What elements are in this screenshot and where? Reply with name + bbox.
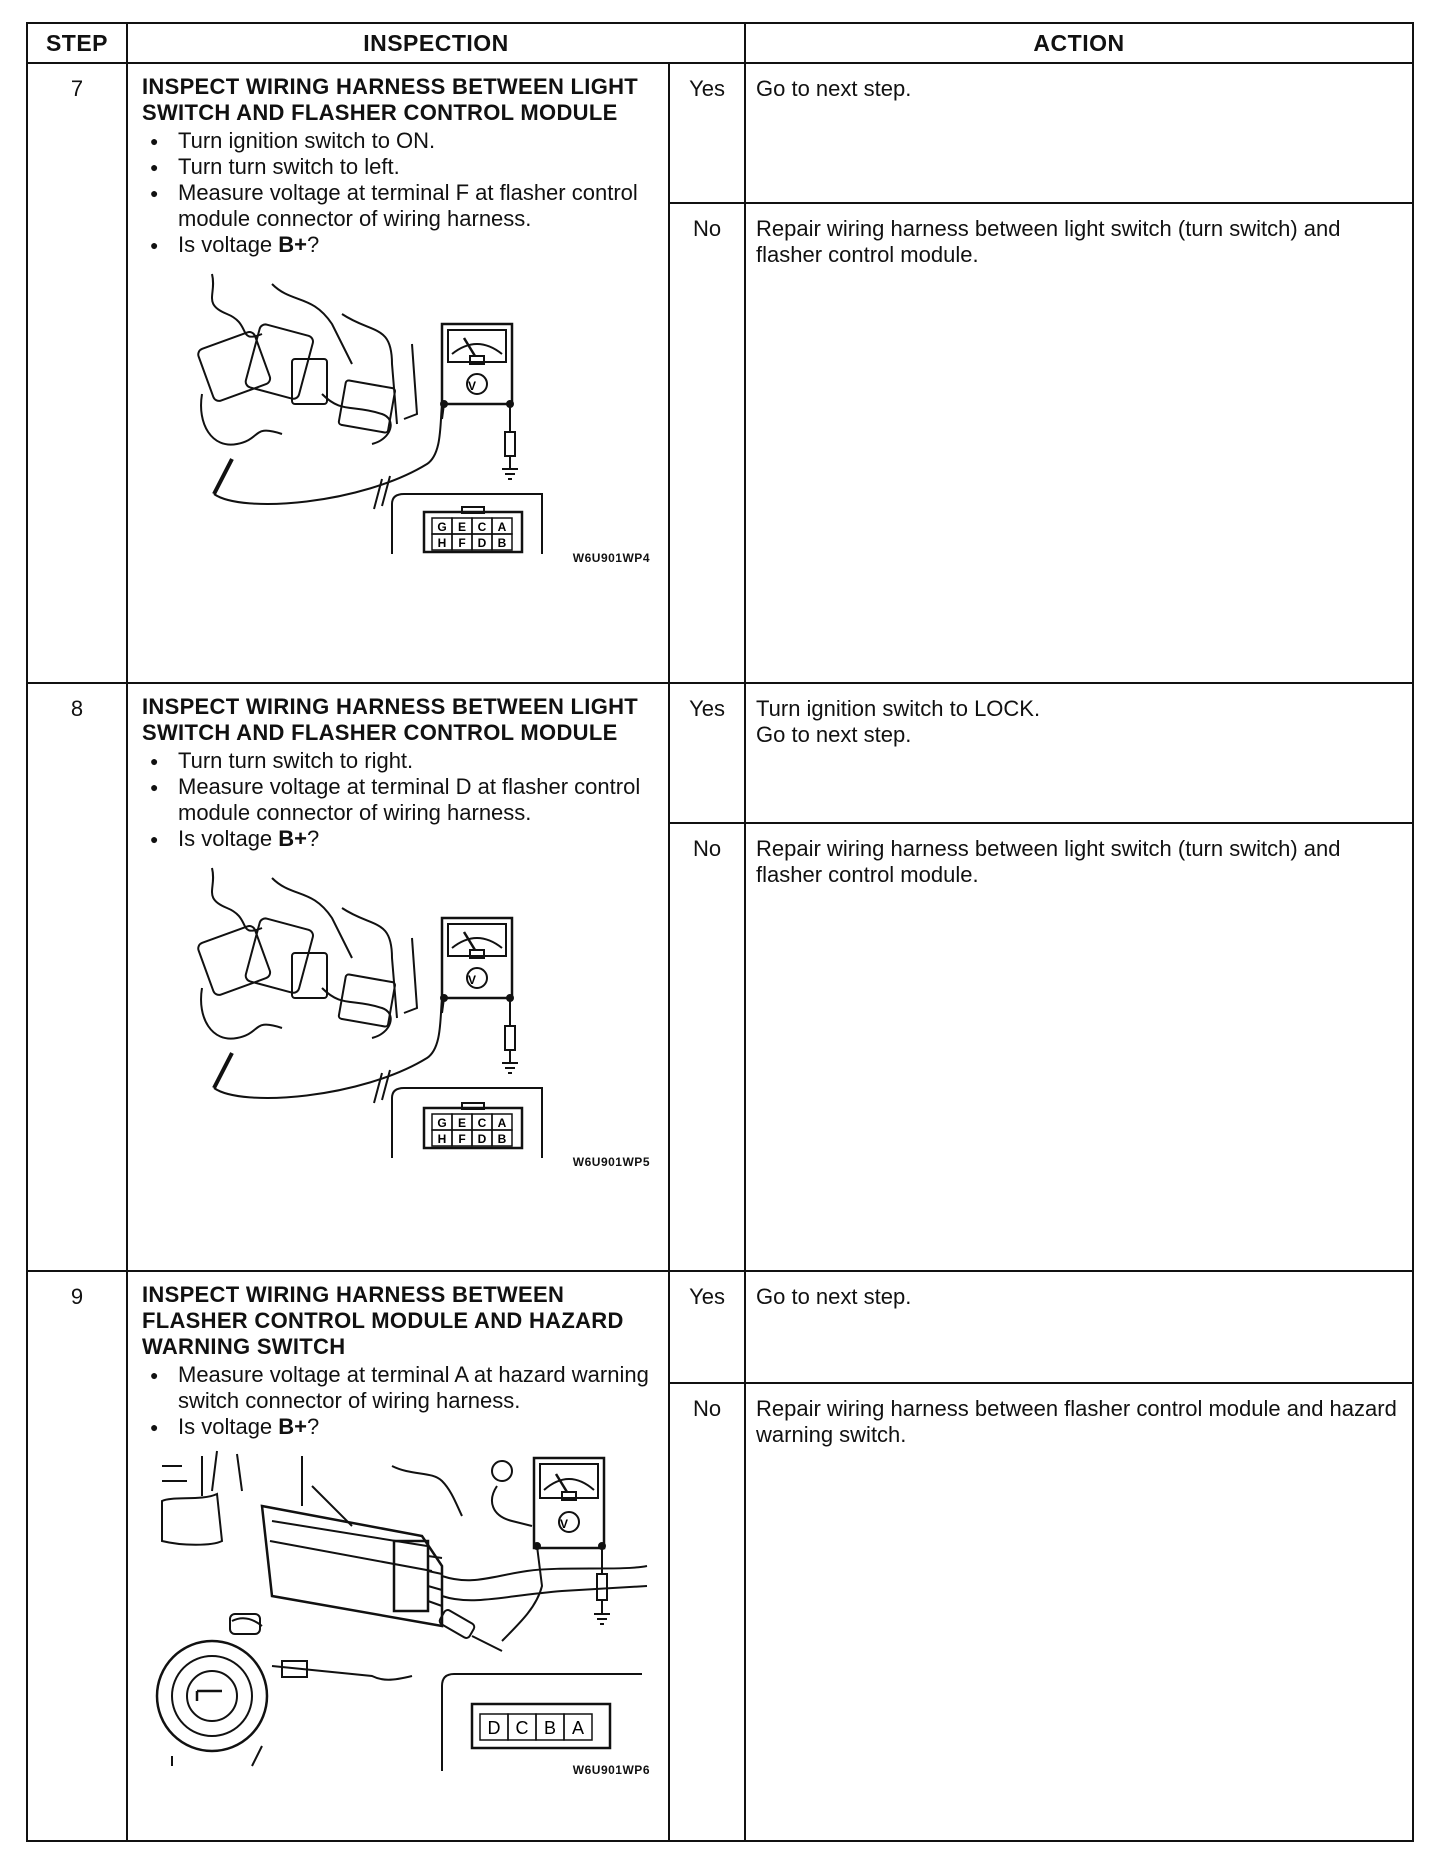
terminal-label: H (437, 1132, 447, 1146)
terminal-label: A (571, 1718, 585, 1738)
step-7-yes-row (27, 63, 1413, 203)
connector-diagram (424, 507, 522, 552)
terminal-label: C (515, 1718, 529, 1738)
terminal-label: F (458, 1132, 466, 1146)
no-action (745, 823, 1413, 1271)
action-line: Repair wiring harness between light switch (turn switch) and flasher control module. (756, 836, 1341, 887)
no-label: No (669, 203, 745, 683)
step-9-inspection (127, 1271, 669, 1841)
terminal-label: G (437, 520, 447, 534)
bullet-item: ● Is voltage B+? (142, 826, 654, 852)
harness-voltmeter-diagram (142, 858, 562, 1168)
yes-label: Yes (669, 683, 745, 823)
terminal-label: C (477, 1116, 487, 1130)
step-number: 9 (27, 1271, 127, 1841)
figure-code: W6U901WP6 (572, 1763, 650, 1777)
wiring-illustration (142, 858, 654, 1173)
figure-code: W6U901WP5 (572, 1155, 650, 1169)
action-line: Repair wiring harness between light switch (turn switch) and flasher control module. (756, 216, 1341, 267)
diagnostic-table-page (26, 22, 1412, 1842)
terminal-label: D (487, 1718, 501, 1738)
action-line: Repair wiring harness between flasher control module and hazard warning switch. (756, 1396, 1397, 1447)
table-header-row (27, 23, 1413, 63)
step-9-yes-row (27, 1271, 1413, 1383)
terminal-label: D (477, 1132, 487, 1146)
inspection-title: INSPECT WIRING HARNESS BETWEEN LIGHT SWITCH AND FLASHER CONTROL MODULE (142, 694, 639, 745)
step-number: 8 (27, 683, 127, 1271)
terminal-label: F (458, 536, 466, 550)
bullet-item: ● Measure voltage at terminal F at flasher control module connector of wiring harness. (142, 180, 654, 232)
inspection-bullets (142, 748, 654, 852)
diagnostic-table (26, 22, 1414, 1842)
header-inspection: INSPECTION (127, 23, 745, 63)
terminal-label: C (477, 520, 487, 534)
inspection-title: INSPECT WIRING HARNESS BETWEEN FLASHER CONTROL MODULE AND HAZARD WARNING SWITCH (142, 1282, 624, 1359)
terminal-label: E (457, 520, 467, 534)
terminal-label: B (497, 536, 507, 550)
yes-action (745, 1271, 1413, 1383)
harness-voltmeter-diagram (142, 264, 562, 564)
inspection-bullets (142, 1362, 654, 1440)
voltmeter-label: V (467, 379, 477, 393)
yes-action (745, 683, 1413, 823)
step-8-yes-row (27, 683, 1413, 823)
bullet-item: ● Turn ignition switch to ON. (142, 128, 654, 154)
wiring-illustration (142, 264, 654, 569)
terminal-label: H (437, 536, 447, 550)
action-line: Go to next step. (756, 722, 912, 747)
header-step: STEP (27, 23, 127, 63)
bullet-item: ● Measure voltage at terminal A at hazard warning switch connector of wiring harness. (142, 1362, 654, 1414)
no-action (745, 1383, 1413, 1841)
terminal-label: D (477, 536, 487, 550)
terminal-label: G (437, 1116, 447, 1130)
terminal-label: A (497, 520, 507, 534)
bullet-item: ● Turn turn switch to right. (142, 748, 654, 774)
terminal-label: B (543, 1718, 557, 1738)
bullet-item: ● Turn turn switch to left. (142, 154, 654, 180)
bullet-item: ● Is voltage B+? (142, 232, 654, 258)
action-line: Go to next step. (756, 76, 912, 101)
step-number: 7 (27, 63, 127, 683)
terminal-label: E (457, 1116, 467, 1130)
hazard-switch-diagram (142, 1446, 652, 1776)
step-7-inspection (127, 63, 669, 683)
action-line: Turn ignition switch to LOCK. (756, 696, 1041, 721)
yes-label: Yes (669, 63, 745, 203)
action-line: Go to next step. (756, 1284, 912, 1309)
bullet-item: ● Is voltage B+? (142, 1414, 654, 1440)
wiring-illustration (142, 1446, 654, 1781)
yes-action (745, 63, 1413, 203)
header-action: ACTION (745, 23, 1413, 63)
no-action (745, 203, 1413, 683)
connector-diagram (472, 1704, 610, 1748)
inspection-title: INSPECT WIRING HARNESS BETWEEN LIGHT SWITCH AND FLASHER CONTROL MODULE (142, 74, 639, 125)
voltmeter-label: V (467, 973, 477, 987)
no-label: No (669, 1383, 745, 1841)
connector-diagram (424, 1103, 522, 1148)
figure-code: W6U901WP4 (572, 551, 650, 565)
terminal-label: B (497, 1132, 507, 1146)
bullet-item: ● Measure voltage at terminal D at flasher control module connector of wiring harness. (142, 774, 654, 826)
inspection-bullets (142, 128, 654, 258)
no-label: No (669, 823, 745, 1271)
step-8-inspection (127, 683, 669, 1271)
yes-label: Yes (669, 1271, 745, 1383)
voltmeter-label: V (559, 1517, 569, 1531)
terminal-label: A (497, 1116, 507, 1130)
